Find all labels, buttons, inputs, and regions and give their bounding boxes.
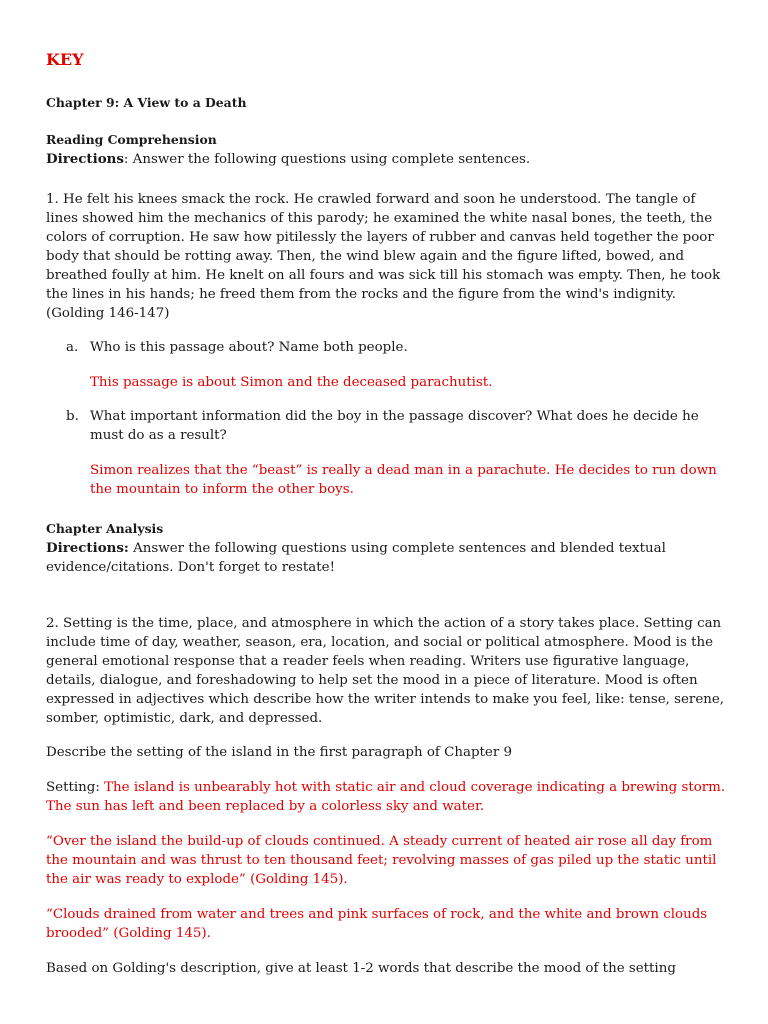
setting-answer — [46, 778, 726, 816]
chapter-analysis-heading: Chapter Analysis — [46, 521, 164, 536]
directions-label: Directions — [46, 151, 124, 167]
question-a-letter: a. — [66, 340, 79, 355]
setting-answer-text: The island is unbearably hot with static air and cloud coverage indicating a brewing storm. The sun has left and been replaced by a colorless sky and water. — [46, 780, 726, 814]
directions-text: : Answer the following questions using complete sentences. — [123, 152, 531, 167]
analysis-directions-text: Answer the following questions using complete sentences and blended textual evidence/citations. Don't forget to restate! — [46, 541, 666, 575]
reading-directions — [46, 150, 726, 169]
describe-prompt: Describe the setting of the island in the first paragraph of Chapter 9 — [46, 745, 513, 760]
setting-label: Setting: — [46, 780, 100, 795]
question-b-letter: b. — [66, 409, 79, 424]
question-b-text: What important information did the boy in the passage discover? What does he decide he must do as a result? — [90, 409, 699, 443]
quote-2: “Clouds drained from water and trees and pink surfaces of rock, and the white and brown clouds brooded” (Golding 145). — [46, 907, 708, 941]
question-a-text: Who is this passage about? Name both people. — [90, 340, 408, 355]
answer-b: Simon realizes that the “beast” is really a dead man in a parachute. He decides to run down the mountain to inform the other boys. — [90, 463, 717, 497]
passage-text: 1. He felt his knees smack the rock. He crawled forward and soon he understood. The tangle of lines showed him the mechanics of this parody; he examined the white nasal bones, the teeth, the colors of corruption. He saw how pitilessly the layers of rubber and canvas held together the poor body that should be rotting away. Then, the wind blew again and the figure lifted, bowed, and breathed foully at him. He knelt on all fours and was sick till his stomach was empty. Then, he took the lines in his hands; he freed them from the rocks and the figure from the wind's indignity. (Golding 146-147) — [46, 192, 721, 321]
question-2-text: 2. Setting is the time, place, and atmosphere in which the action of a story takes place. Setting can include time of day, weather, season, era, location, and social or political atmosphere. Mood is the general emotional response that a reader feels when reading. Writers use figurative language, details, dialogue, and foreshadowing to help set the mood in a piece of literature. Mood is often expressed in adjectives which describe how the writer intends to make you feel, like: tense, serene, somber, optimistic, dark, and depressed. — [46, 616, 725, 726]
key-label: KEY — [46, 50, 84, 69]
reading-comprehension-heading: Reading Comprehension — [46, 132, 217, 147]
quote-1: “Over the island the build-up of clouds continued. A steady current of heated air rose all day from the mountain and was thrust to ten thousand feet; revolving masses of gas piled up the static until the air was ready to explode” (Golding 145). — [46, 834, 717, 887]
mood-prompt: Based on Golding's description, give at least 1-2 words that describe the mood of the setting — [46, 961, 676, 976]
analysis-directions-label: Directions: — [46, 540, 129, 556]
analysis-directions — [46, 539, 726, 577]
chapter-title: Chapter 9: A View to a Death — [46, 95, 247, 110]
answer-a: This passage is about Simon and the deceased parachutist. — [90, 375, 493, 390]
